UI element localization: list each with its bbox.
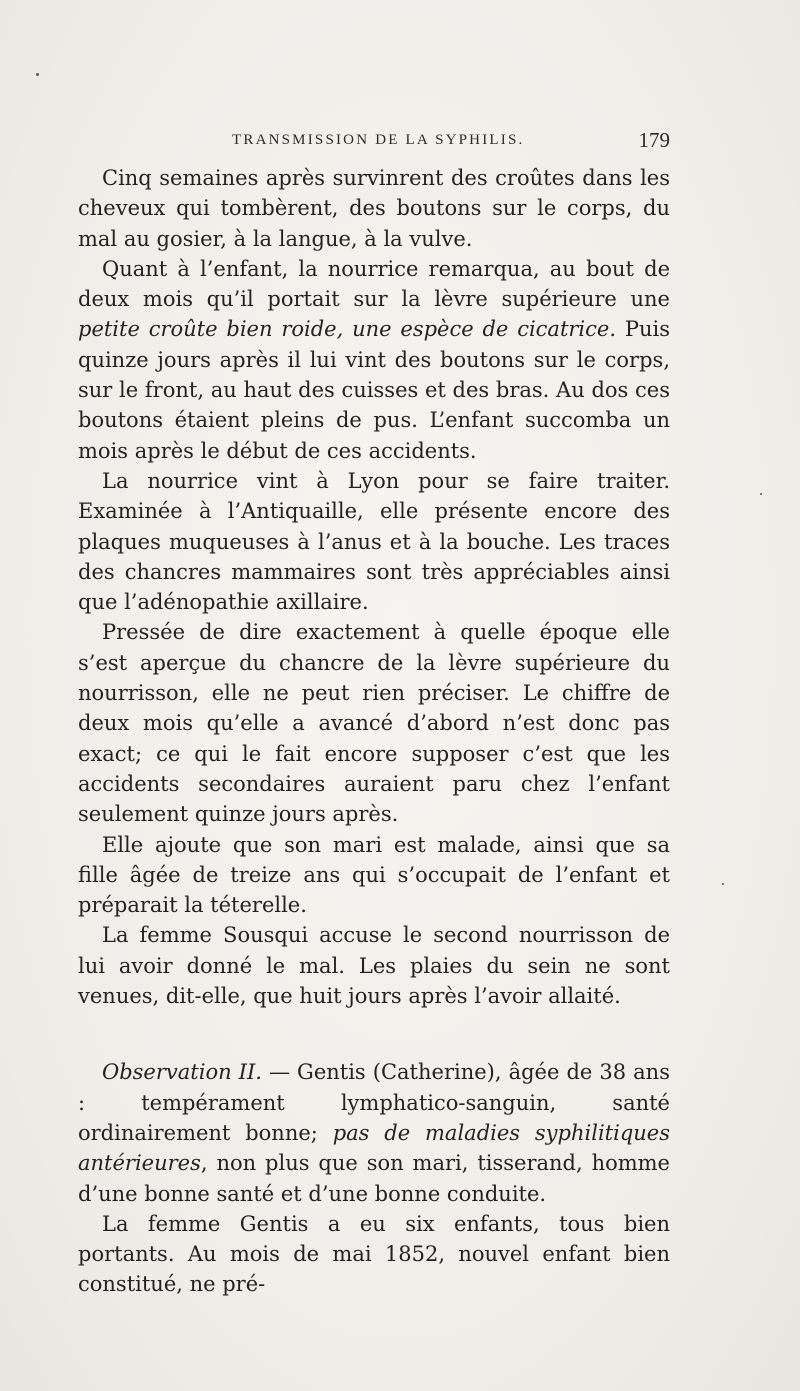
- body-text: [78, 163, 670, 1300]
- paragraph-text: La femme Sousqui accuse le second nourrisson de lui avoir donné le mal. Les plaies du sein ne sont venues, dit-elle, que huit jours après l’avoir allaité.: [78, 923, 670, 1009]
- page-header: [78, 130, 670, 156]
- paragraph: [78, 830, 670, 921]
- paragraph: [78, 163, 670, 254]
- paragraph-text: La nourrice vint à Lyon pour se faire traiter. Examinée à l’Antiquaille, elle présente encore des plaques muqueuses à l’anus et à la bouche. Les traces des chancres mammaires sont très appréciables ainsi que l’adénopathie axillaire.: [78, 468, 670, 615]
- paragraph: [78, 1209, 670, 1300]
- paragraph-text: Quant à l’enfant, la nourrice remarqua, au bout de deux mois qu’il portait sur la lèvre supérieure une: [78, 256, 670, 312]
- paragraph-text: Pressée de dire exactement à quelle époque elle s’est aperçue du chancre de la lèvre supérieure du nourrisson, elle ne peut rien préciser. Le chiffre de deux mois qu’elle a avancé d’abord n’est donc pas exact; ce qui le fait encore supposer c’est que les accidents secondaires auraient paru chez l’enfant seulement quinze jours après.: [78, 620, 670, 827]
- page-number: 179: [638, 128, 670, 152]
- paragraph: [78, 617, 670, 829]
- running-title: TRANSMISSION DE LA SYPHILIS.: [232, 132, 525, 148]
- paragraph: [78, 920, 670, 1011]
- ink-speck: [760, 493, 762, 495]
- paragraph-text: La femme Gentis a eu six enfants, tous bien portants. Au mois de mai 1852, nouvel enfant bien constitué, ne pré-: [78, 1211, 670, 1297]
- paragraph: [78, 254, 670, 466]
- ink-speck: [36, 73, 39, 76]
- italic-phrase: pas de maladies syphilitiques antérieures: [78, 1120, 670, 1176]
- ink-speck: [722, 883, 724, 885]
- paragraph-text: Puis quinze jours après il lui vint des boutons sur le corps, sur le front, au haut des cuisses et des bras. Au dos ces boutons étaient pleins de pus. L’enfant succomba un mois après le début de ces accidents.: [78, 317, 670, 463]
- paragraph: [78, 466, 670, 617]
- paragraph-text: — Gentis (Catherine), âgée de 38 ans : tempérament lymphatico-sanguin, santé ordinairement bonne;: [78, 1060, 670, 1145]
- italic-quote: petite croûte bien roide, une espèce de cicatrice.: [78, 317, 617, 342]
- observation-paragraph: [78, 1057, 670, 1208]
- paragraph-text: Elle ajoute que son mari est malade, ainsi que sa fille âgée de treize ans qui s’occupait de l’enfant et préparait la téterelle.: [78, 832, 670, 918]
- observation-heading: Observation II.: [102, 1060, 262, 1085]
- paragraph-text: , non plus que son mari, tisserand, homme d’une bonne santé et d’une bonne conduite.: [78, 1151, 670, 1206]
- paragraph-text: Cinq semaines après survinrent des croûtes dans les cheveux qui tombèrent, des boutons sur le corps, du mal au gosier, à la langue, à la vulve.: [78, 166, 670, 251]
